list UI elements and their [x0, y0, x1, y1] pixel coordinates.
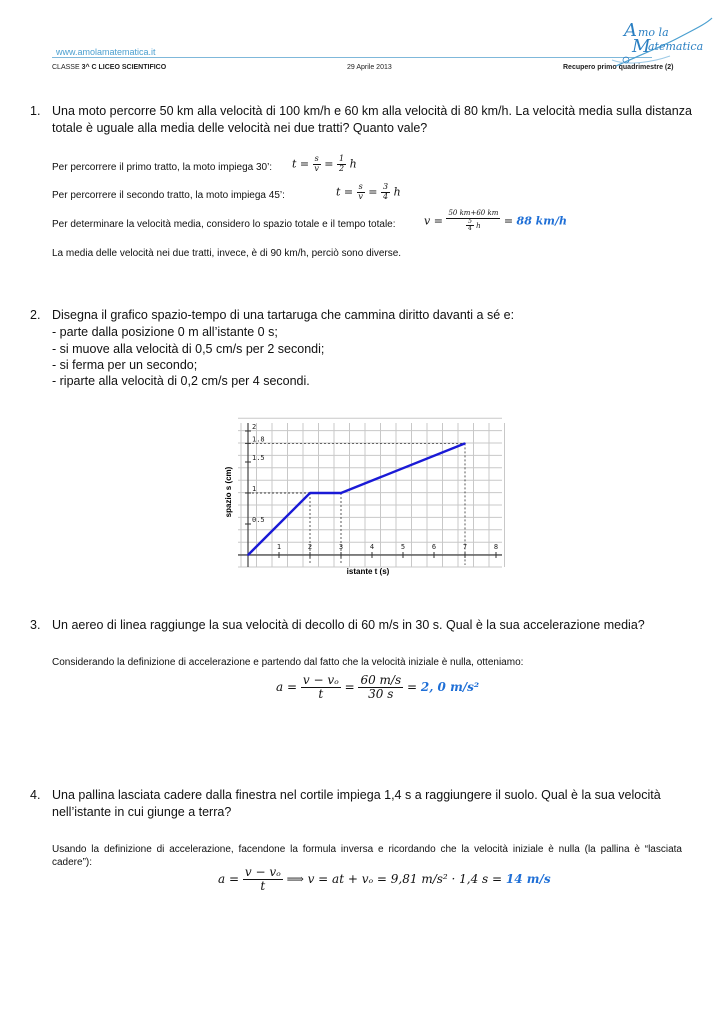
x-axis-label: istante t (s) [346, 567, 390, 576]
q4-result: 14 m/s [505, 872, 551, 887]
site-url[interactable]: www.amolamatematica.it [56, 47, 156, 57]
x-tick-label: 3 [338, 543, 344, 551]
q2-bullet-4: - riparte alla velocità di 0,2 cm/s per 4 secondi. [52, 374, 310, 388]
class-label: CLASSE 3^ C LICEO SCIENTIFICO [52, 64, 167, 71]
q4-equation: a = $\frac{\text{v − vₒ}}{t}$ ⟹ v = at + vₒ = 9,81 m/s² · 1,4 s = 14 m/s [218, 865, 551, 894]
y-tick-label: 1 [252, 485, 257, 493]
question-2-number: 2. [30, 308, 41, 322]
x-tick-label: 4 [369, 543, 375, 551]
x-tick-label: 1 [276, 543, 282, 551]
chart-series [247, 443, 466, 556]
logo-line-1: mo la [638, 26, 669, 39]
data-point [247, 554, 249, 556]
q3-answer: Considerando la definizione di accelerazione e partendo dal fatto che la velocità iniziale è nulla, otteniamo: [52, 657, 524, 668]
q4-answer: Usando la definizione di accelerazione, facendone la formula inversa e ricordando che la velocità iniziale è nulla (la pallina è “lasciata cadere”): [52, 844, 682, 868]
q1-line-3: Per determinare la velocità media, considero lo spazio totale e il tempo totale: [52, 219, 396, 230]
q2-bullet-2: - si muove alla velocità di 0,5 cm/s per 2 secondi; [52, 342, 325, 356]
data-point [464, 443, 466, 445]
y-axis-label: spazio s (cm) [224, 466, 233, 518]
question-2-text: Disegna il grafico spazio-tempo di una tartaruga che cammina diritto davanti a sé e: [52, 308, 515, 322]
x-tick-label: 6 [431, 543, 437, 551]
q1-equation-2: t = $\frac{s}{v}$ = $\frac{3}{4}$ h [336, 182, 401, 201]
q3-equation: a = $\frac{\text{v − vₒ}}{t}$ = $\frac{60 m/s}{30 s}$ = 2, 0 m/s² [276, 673, 480, 702]
logo-initial-a: A [624, 20, 637, 41]
logo-line-2: atematica [648, 40, 704, 53]
x-tick-label: 5 [400, 543, 406, 551]
data-point [340, 492, 342, 494]
logo [608, 16, 718, 70]
q1-line-1: Per percorrere il primo tratto, la moto impiega 30’: [52, 162, 273, 173]
y-tick-label: 1.5 [252, 454, 265, 462]
data-point [309, 492, 311, 494]
y-tick-label: 2 [252, 423, 257, 431]
q1-equation-1: t = $\frac{s}{v}$ = $\frac{1}{2}$ h [292, 154, 357, 173]
logo-initial-m: M [632, 36, 651, 57]
question-4-number: 4. [30, 788, 41, 802]
y-tick-label: 1.8 [252, 435, 265, 444]
q2-bullet-1: - parte dalla posizione 0 m all’istante 0 s; [52, 325, 278, 339]
question-3-number: 3. [30, 618, 41, 632]
question-3-text: Un aereo di linea raggiunge la sua velocità di decollo di 60 m/s in 30 s. Qual è la sua accelerazione media? [52, 618, 645, 632]
q1-line-4: La media delle velocità nei due tratti, invece, è di 90 km/h, perciò sono diverse. [52, 248, 402, 259]
question-4-text: Una pallina lasciata cadere dalla finestra nel cortile impiega 1,4 s a raggiungere il suolo. Qual è la sua velocità nell’istante in cui giunge a terra? [52, 788, 661, 819]
date-label: 29 Aprile 2013 [347, 64, 392, 71]
question-1-number: 1. [30, 104, 41, 118]
question-1-text: Una moto percorre 50 km alla velocità di 100 km/h e 60 km alla velocità di 80 km/h. La velocità media sulla distanza totale è uguale alla media delle velocità nei due tratti? Quanto vale? [52, 104, 692, 135]
x-tick-label: 2 [307, 543, 313, 551]
header-rule [52, 57, 652, 58]
q1-line-2: Per percorrere il secondo tratto, la moto impiega 45’: [52, 190, 285, 201]
series-line [248, 443, 468, 555]
x-tick-label: 8 [493, 543, 499, 551]
q1-result: 88 km/h [516, 214, 567, 228]
space-time-chart [200, 410, 530, 580]
q1-equation-3: v = 50 km+60 km $\frac{5}{4}$ h = 88 km/h [424, 209, 567, 233]
q3-result: 2, 0 m/s² [420, 680, 480, 695]
y-tick-label: 0.5 [252, 516, 265, 524]
q2-bullet-3: - si ferma per un secondo; [52, 358, 198, 372]
document-title: Recupero primo quadrimestre (2) [563, 64, 674, 71]
x-tick-label: 7 [462, 543, 468, 551]
